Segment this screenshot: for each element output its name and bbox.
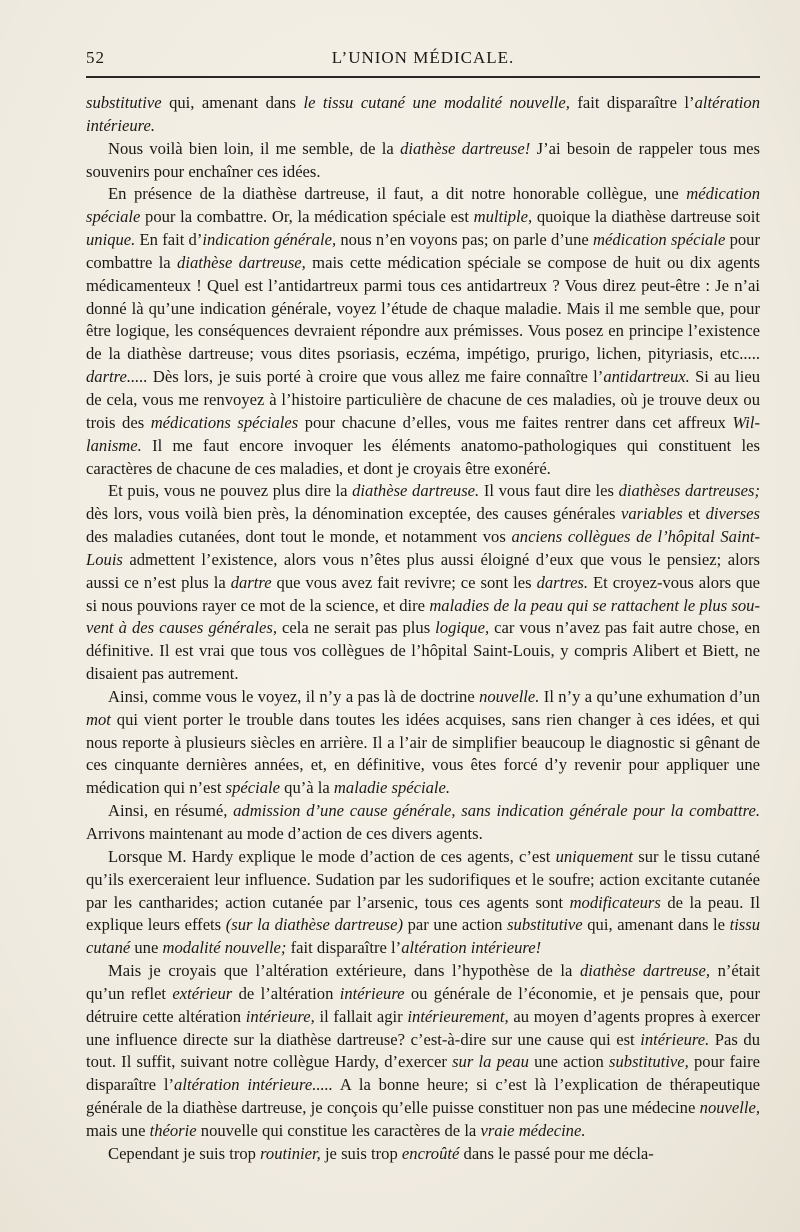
italic-run: modificateurs (569, 892, 661, 912)
text-run: mais une (86, 1120, 150, 1140)
italic-run: altération intérieure! (401, 938, 542, 958)
italic-run: indication générale, (202, 230, 337, 250)
text-run: Lorsque M. Hardy explique le mode d’action de ces agents, c’est (108, 846, 556, 866)
text-run: Dès lors, je suis porté à croire que vous allez me faire connaître l’ (147, 367, 604, 387)
italic-run: mot (86, 709, 111, 729)
italic-run: multiple, (473, 207, 533, 227)
italic-run: diathèse dartreuse. (352, 481, 480, 501)
text-run: sur le tissu cutané qu’ils exerceraient leur influence. Sudation par les sudorifiques et le soufre; action excitante cutanée par les cantharides; action cutanée par l’arsenic, tous ces agents sont (86, 846, 760, 912)
page-header (86, 46, 760, 78)
text-run: pour la combattre. Or, la médication spéciale est (140, 207, 474, 227)
text-run: qui vient porter le trouble dans toutes les idées acquises, sans rien changer à ces idées, et qui nous reporte à plusieurs siècles en arrière. Il a l’air de simplifier beaucoup le diagnostic si gênant de ces cinquante dernières années, et, en définitive, vous êtes forcé d’y revenir pour appliquer une médication qui n’est (86, 709, 760, 798)
paragraph (86, 800, 760, 846)
paragraph (86, 183, 760, 480)
paragraph (86, 846, 760, 960)
paragraph (86, 138, 760, 184)
text-run: qu’à la (280, 778, 334, 798)
italic-run: altération intérieure. (86, 93, 761, 135)
italic-run: uniquement (555, 846, 633, 866)
text-run: qui, amenant dans le (582, 915, 730, 935)
text-run: Si au lieu de cela, vous me renvoyez à l’histoire particulière de chacune de ces maladies, où je trouve deux ou trois des (86, 367, 760, 432)
italic-run: variables (620, 504, 683, 524)
text-run: des maladies cutanées, dont tout le monde, et notamment vos (86, 527, 512, 547)
italic-run: dartres. (536, 572, 589, 592)
text-run: cela ne serait pas plus (277, 618, 436, 638)
article-body (86, 92, 760, 1166)
text-run: de la peau. Il explique leurs effets (86, 892, 760, 935)
italic-run: intérieure, (245, 1006, 315, 1026)
italic-run: nouvelle, (699, 1098, 760, 1118)
italic-run: théorie (149, 1120, 197, 1140)
italic-run: diathèse dartreuse, (579, 961, 710, 981)
text-run: ou générale de l’économie, et je pensais que, pour détruire cette altération (86, 983, 760, 1026)
text-run: mais cette médication spéciale se compose de huit ou dix agents médicamenteux ! Quel est l’antidartreux parmi tous ces antidartreux ? Vous direz peut-être : Je n’ai donné là qu’une indication générale, voyez l’étude de chaque maladie. Mais il me semble que, pour être logique, les conséquences devraient répondre aux prémisses. Vous posez en principe l’existence de la diathèse dartreuse; vous dites psoriasis, eczéma, impétigo, prurigo, lichen, pityriasis, etc..... (86, 252, 760, 364)
paragraph (86, 960, 760, 1143)
italic-run: dartre (230, 572, 272, 592)
italic-run: antidartreux. (603, 367, 690, 387)
text-run: Arrivons maintenant au mode d’action de ces divers agents. (86, 824, 483, 843)
text-run: car vous n’avez pas fait autre chose, en définitive. Il est vrai que tous vos collègues de l’hôpital Saint-Louis, y compris Alibert et Biett, ne disaient pas autrement. (86, 618, 760, 684)
page-number: 52 (86, 48, 105, 67)
text-run: Et croyez-vous alors que si nous pouvions rayer ce mot de la science, et dire (86, 572, 760, 615)
italic-run: anciens collègues de l’hôpital Saint-Louis (86, 527, 760, 569)
italic-run: vraie médecine. (480, 1120, 586, 1140)
italic-run: substitutive (86, 93, 162, 112)
text-run: admettent l’existence, alors vous n’êtes plus aussi éloigné d’eux que vous le pensiez; alors aussi ce n’est plus la (86, 549, 760, 592)
text-run: Mais je croyais que l’altération extérieure, dans l’hypothèse de la (108, 961, 580, 981)
italic-run: spéciale (225, 778, 281, 798)
paragraph (86, 686, 760, 800)
italic-run: médication spéciale (593, 230, 726, 250)
text-run: de l’altération (232, 983, 340, 1003)
italic-run: médication spéciale (86, 184, 760, 227)
running-title: L’UNION MÉDICALE. (331, 48, 515, 67)
italic-run: extérieur (172, 983, 233, 1003)
italic-run: diathèses dartreuses; (618, 481, 760, 501)
text-run: et (682, 504, 706, 524)
italic-run: intérieurement, (407, 1006, 509, 1026)
text-run: Pas du tout. Il suffit, suivant notre collègue Hardy, d’exercer (86, 1029, 760, 1072)
text-run: fait disparaître l’ (569, 93, 695, 112)
italic-run: diathèse dartreuse! (400, 138, 531, 158)
italic-run: tissu cutané (86, 915, 761, 958)
text-run: que vous avez fait revivre; ce sont les (271, 572, 537, 592)
text-run: Il n’y a qu’une exhumation d’un (539, 686, 760, 706)
italic-run: logique, (435, 618, 490, 638)
text-run: fait disparaître l’ (286, 938, 402, 958)
italic-run: nouvelle. (479, 686, 540, 706)
italic-run: substitutive, (609, 1052, 689, 1072)
text-run: qui, amenant dans (161, 93, 304, 112)
italic-run: maladie spéciale. (333, 778, 451, 798)
italic-run: médications spéciales (150, 412, 299, 432)
text-run: au moyen d’agents propres à exercer une influence directe sur la diathèse dartreuse? c’est-à-dire sur une cause qui est (86, 1006, 761, 1049)
paragraph (86, 92, 760, 138)
italic-run: modalité nouvelle; (162, 938, 287, 958)
text-run: il fallait agir (314, 1006, 408, 1026)
text-run: une action (528, 1052, 610, 1072)
text-run: Et puis, vous ne pouvez plus dire la (108, 481, 353, 501)
italic-run: altération intérieure..... (174, 1075, 333, 1095)
text-run: Cependant je suis trop (108, 1143, 261, 1163)
italic-run: Willanisme. (86, 412, 760, 455)
text-run: Ainsi, en résumé, (108, 801, 234, 821)
italic-run: admission d’une cause générale, sans indication générale pour la combattre. (233, 801, 760, 821)
text-run: pour chacune d’elles, vous me faites rentrer dans cet affreux (298, 412, 733, 432)
italic-run: diathèse dartreuse, (177, 252, 306, 272)
italic-run: encroûté (401, 1143, 460, 1163)
text-run: pour faire disparaître l’ (86, 1052, 760, 1095)
text-run: Il vous faut dire les (479, 481, 619, 501)
text-run: dans le passé pour me décla- (459, 1143, 654, 1163)
text-run: dès lors, vous voilà bien près, la dénomination exceptée, des causes générales (86, 504, 621, 524)
text-run: nous n’en voyons pas; on parle d’une (336, 230, 593, 250)
italic-run: substitutive (507, 915, 583, 935)
italic-run: routinier, (260, 1143, 321, 1163)
text-run: une (130, 938, 163, 958)
italic-run: unique. (86, 230, 136, 250)
italic-run: (sur la diathèse dartreuse) (225, 915, 403, 935)
text-run: nouvelle qui constitue les caractères de la (196, 1120, 481, 1140)
italic-run: sur la peau (452, 1052, 529, 1072)
text-run: Ainsi, comme vous le voyez, il n’y a pas là de doctrine (108, 686, 480, 706)
text-run: En présence de la diathèse dartreuse, il faut, a dit notre honorable collègue, une (108, 184, 687, 204)
text-run: En fait d’ (135, 230, 203, 250)
text-run: Nous voilà bien loin, il me semble, de la (108, 138, 401, 158)
paragraph (86, 480, 760, 686)
text-run: par une action (402, 915, 508, 935)
paragraph (86, 1143, 760, 1166)
text-run: quoique la diathèse dartreuse soit (532, 207, 760, 227)
text-run: J’ai besoin de rappeler tous mes souvenirs pour enchaîner ces idées. (86, 138, 760, 181)
text-run: pour combattre la (86, 230, 760, 272)
italic-run: intérieure (339, 983, 405, 1003)
text-run: je suis trop (320, 1143, 402, 1163)
italic-run: intérieure. (640, 1029, 710, 1049)
italic-run: maladies de la peau qui se rattachent le plus souvent à des causes générales, (86, 595, 761, 638)
italic-run: dartre..... (86, 367, 148, 387)
italic-run: diverses (705, 504, 760, 524)
text-run: Il me faut encore invoquer les éléments anatomo-pathologiques qui constituent les caractères de chacune de ces maladies, et dont je croyais être exonéré. (86, 435, 760, 478)
text-run: A la bonne heure; si c’est là l’explication de thérapeutique générale de la diathèse dartreuse, je conçois qu’elle puisse constituer non pas une médecine (86, 1075, 760, 1118)
text-run: n’était qu’un reflet (86, 961, 760, 1003)
italic-run: le tissu cutané une modalité nouvelle, (303, 93, 570, 112)
